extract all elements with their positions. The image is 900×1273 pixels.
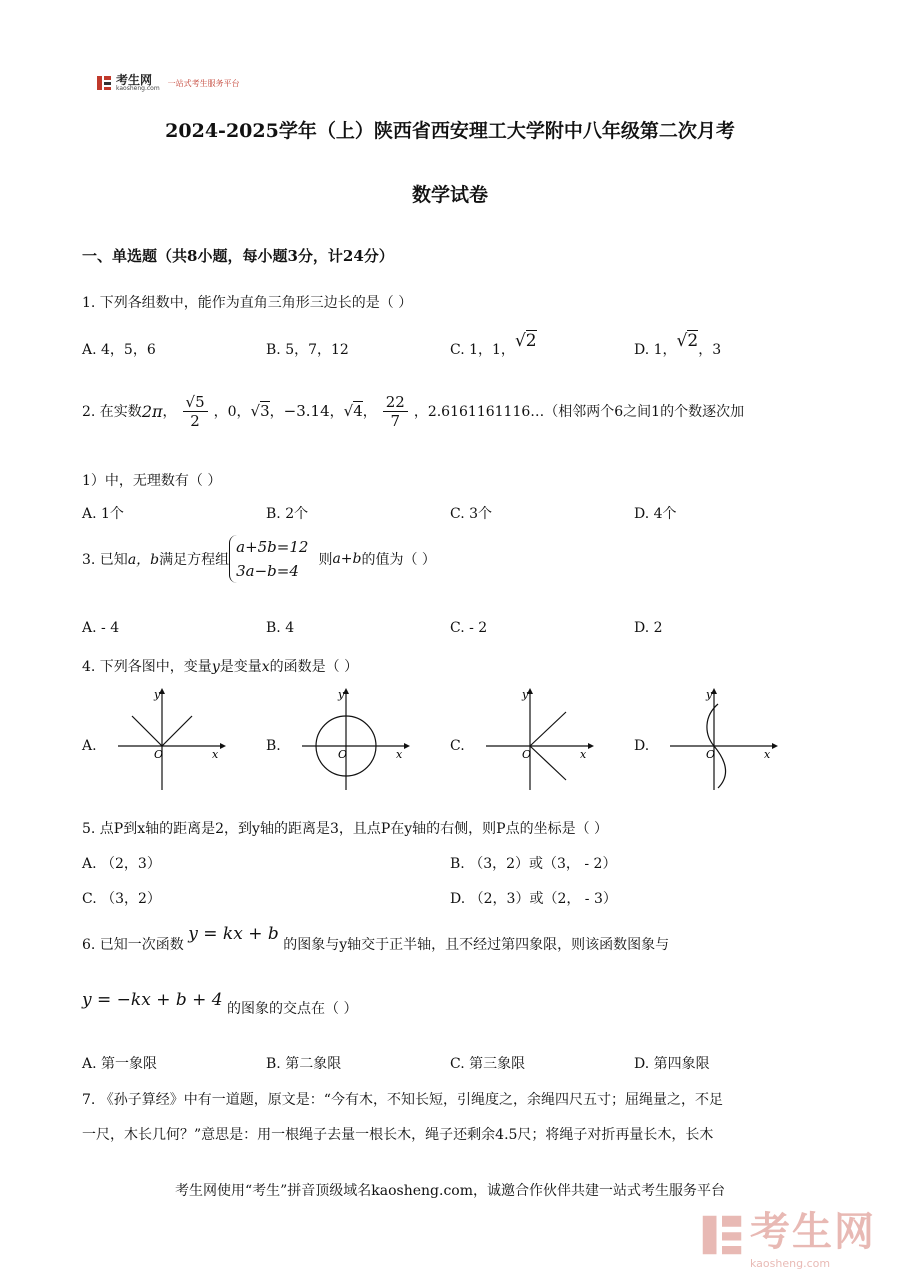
- q3-option-a: A. - 4: [82, 620, 120, 636]
- q6-stem: 6. 已知一次函数 y = kx + b 的图象与y轴交于正半轴，且不经过第四象限，则该函数图象与: [82, 924, 670, 953]
- q3-option-c: C. - 2: [450, 620, 488, 636]
- q2-option-c: C. 3个: [450, 506, 493, 522]
- q4-graph-c: [484, 686, 594, 790]
- header-logo: [96, 74, 240, 92]
- origin-label: O: [706, 748, 716, 761]
- origin-label: O: [154, 748, 164, 761]
- origin-label: O: [522, 748, 532, 761]
- axis-label-x: x: [396, 748, 403, 761]
- q5-stem: 5. 点P到x轴的距离是2，到y轴的距离是3，且点P在y轴的右侧，则P点的坐标是（ ）: [82, 821, 609, 837]
- q1-option-a: A. 4，5，6: [82, 342, 156, 358]
- q5-option-b: B. （3，2）或（3， - 2）: [450, 856, 617, 872]
- axis-label-y: y: [706, 688, 713, 701]
- q6-stem-line2: y = −kx + b + 4 的图象的交点在（ ）: [82, 990, 358, 1017]
- q6-option-c: C. 第三象限: [450, 1056, 526, 1072]
- page-footer: 考生网使用“考生”拼音顶级域名kaosheng.com，诚邀合作伙伴共建一站式考生服务平台: [174, 1183, 726, 1199]
- logo-slogan: 一站式考生服务平台: [167, 78, 240, 88]
- section-heading: 一、单选题（共8小题，每小题3分，计24分）: [82, 247, 394, 265]
- q1-option-c: C. 1，1，√2: [450, 331, 537, 358]
- q5-option-c: C. （3，2）: [82, 891, 161, 907]
- axis-label-x: x: [212, 748, 219, 761]
- q4-option-a: A.: [82, 738, 97, 754]
- q2-option-d: D. 4个: [634, 506, 677, 522]
- axis-label-x: x: [580, 748, 587, 761]
- logo-domain: kaosheng.com: [116, 85, 160, 92]
- q4-graph-a: [116, 686, 226, 790]
- exam-subtitle: 数学试卷: [411, 184, 488, 206]
- q2-stem-line2: 1）中，无理数有（ ）: [82, 473, 222, 489]
- q4-graph-d: [668, 686, 778, 790]
- q2-option-a: A. 1个: [82, 506, 124, 522]
- logo-name: 考生网: [116, 73, 153, 87]
- axis-label-y: y: [154, 688, 161, 701]
- q5-option-d: D. （2，3）或（2， - 3）: [450, 891, 617, 907]
- q3-option-d: D. 2: [634, 620, 663, 636]
- q6-option-b: B. 第二象限: [266, 1056, 342, 1072]
- q2-option-b: B. 2个: [266, 506, 309, 522]
- q5-option-a: A. （2，3）: [82, 856, 161, 872]
- q1-option-d: D. 1，√2，3: [634, 331, 722, 358]
- kaosheng-logo-icon: [96, 75, 112, 91]
- watermark-text: 考生网: [750, 1209, 876, 1255]
- q1-stem: 1. 下列各组数中，能作为直角三角形三边长的是（ ）: [82, 295, 413, 311]
- q4-graph-b: [300, 686, 410, 790]
- watermark: [700, 1200, 876, 1270]
- q7-stem-line2: 一尺，木长几何？”意思是：用一根绳子去量一根长木，绳子还剩余4.5尺；将绳子对折再量长木，长木: [82, 1127, 714, 1143]
- q1-option-b: B. 5，7，12: [266, 342, 349, 358]
- q3-stem: 3. 已知 a，b 满足方程组 a+5b=12 3a−b=4 则 a+b 的值为（ ）: [82, 535, 436, 583]
- watermark-logo-icon: [700, 1213, 744, 1257]
- q4-option-b: B.: [266, 738, 281, 754]
- q4-stem: 4. 下列各图中，变量y是变量x的函数是（ ）: [82, 659, 359, 675]
- q6-option-d: D. 第四象限: [634, 1056, 710, 1072]
- q6-option-a: A. 第一象限: [82, 1056, 158, 1072]
- q4-option-d: D.: [634, 738, 650, 754]
- q4-option-c: C.: [450, 738, 465, 754]
- axis-label-y: y: [522, 688, 529, 701]
- q7-stem-line1: 7. 《孙子算经》中有一道题，原文是：“今有木，不知长短，引绳度之，余绳四尺五寸；屈绳量之，不足: [82, 1092, 723, 1108]
- origin-label: O: [338, 748, 348, 761]
- exam-title: 2024-2025学年（上）陕西省西安理工大学附中八年级第二次月考: [165, 120, 735, 142]
- q3-option-b: B. 4: [266, 620, 295, 636]
- q2-stem: 2. 在实数 2π ， $\frac{√5}{2}$ ，0， √3 ， −3.14 ， √4 ， $\frac{22}{7}$ ，2.6161161116…（相邻两个6之间1的个数逐次加: [82, 392, 745, 430]
- watermark-domain: kaosheng.com: [750, 1257, 831, 1270]
- q3-equation-system: a+5b=12 3a−b=4: [229, 535, 308, 583]
- axis-label-x: x: [764, 748, 771, 761]
- axis-label-y: y: [338, 688, 345, 701]
